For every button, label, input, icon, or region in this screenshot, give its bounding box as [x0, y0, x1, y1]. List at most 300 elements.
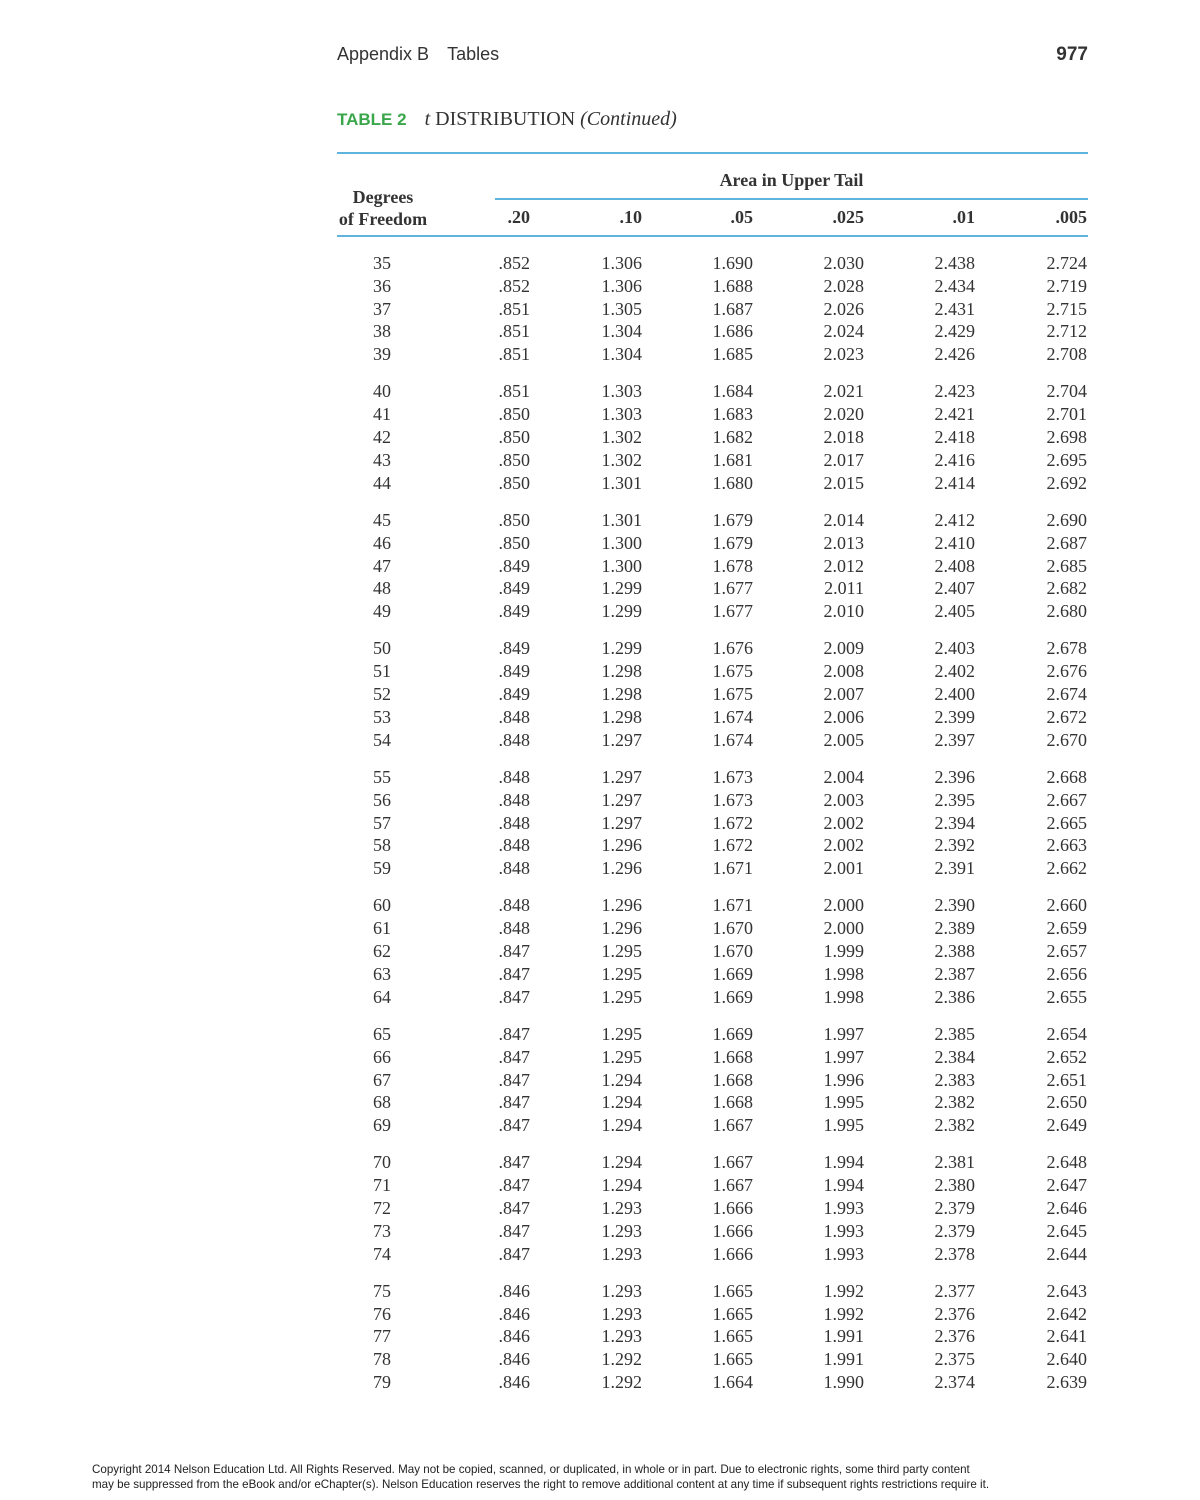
table-row: [0, 532, 1200, 555]
value-cell: 2.408: [934, 555, 975, 576]
value-cell: 2.400: [934, 684, 975, 705]
value-cell: 1.682: [712, 427, 753, 448]
group-header-rule: [495, 198, 1088, 200]
value-cell: .848: [498, 835, 530, 856]
df-cell: 78: [373, 1349, 391, 1370]
value-cell: 2.421: [934, 404, 975, 425]
df-cell: 71: [373, 1175, 391, 1196]
value-cell: 2.648: [1046, 1152, 1087, 1173]
value-cell: 2.015: [823, 472, 864, 493]
value-cell: 2.387: [934, 963, 975, 984]
value-cell: .850: [498, 449, 530, 470]
column-header: .10: [619, 207, 642, 227]
value-cell: 1.996: [823, 1069, 864, 1090]
value-cell: 2.005: [823, 729, 864, 750]
value-cell: 2.657: [1046, 941, 1087, 962]
value-cell: 2.377: [934, 1280, 975, 1301]
value-cell: 2.412: [934, 509, 975, 530]
table-row: [0, 555, 1200, 578]
value-cell: 2.649: [1046, 1115, 1087, 1136]
value-cell: 1.994: [823, 1175, 864, 1196]
table-row: [0, 1280, 1200, 1303]
value-cell: 2.008: [823, 661, 864, 682]
value-cell: 1.297: [601, 812, 642, 833]
value-cell: 1.675: [712, 661, 753, 682]
table-row: [0, 1220, 1200, 1243]
value-cell: 2.385: [934, 1023, 975, 1044]
value-cell: 1.671: [712, 895, 753, 916]
value-cell: 1.294: [601, 1175, 642, 1196]
value-cell: 2.645: [1046, 1220, 1087, 1241]
df-cell: 61: [373, 918, 391, 939]
table-row: [0, 917, 1200, 940]
value-cell: 1.674: [712, 729, 753, 750]
value-cell: 1.294: [601, 1069, 642, 1090]
table-row: [0, 812, 1200, 835]
table-row: [0, 729, 1200, 752]
value-cell: 1.991: [823, 1326, 864, 1347]
table-row: [0, 1371, 1200, 1394]
value-cell: 2.007: [823, 684, 864, 705]
value-cell: 2.002: [823, 835, 864, 856]
value-cell: 2.389: [934, 918, 975, 939]
table-row: [0, 1243, 1200, 1266]
df-cell: 75: [373, 1280, 391, 1301]
value-cell: 1.293: [601, 1243, 642, 1264]
value-cell: 2.028: [823, 275, 864, 296]
value-cell: 1.665: [712, 1280, 753, 1301]
value-cell: 2.379: [934, 1220, 975, 1241]
value-cell: 1.295: [601, 1023, 642, 1044]
value-cell: 2.381: [934, 1152, 975, 1173]
value-cell: 1.686: [712, 321, 753, 342]
value-cell: 2.396: [934, 766, 975, 787]
table-row: [0, 1114, 1200, 1137]
value-cell: .848: [498, 789, 530, 810]
table-row: [0, 766, 1200, 789]
value-cell: 2.026: [823, 298, 864, 319]
value-cell: .851: [498, 321, 530, 342]
header-bottom-rule: [337, 235, 1088, 237]
column-header: .20: [507, 207, 530, 227]
value-cell: 1.297: [601, 789, 642, 810]
value-cell: 2.418: [934, 427, 975, 448]
value-cell: 2.382: [934, 1115, 975, 1136]
value-cell: 2.376: [934, 1326, 975, 1347]
value-cell: 1.303: [601, 404, 642, 425]
value-cell: 2.384: [934, 1046, 975, 1067]
value-cell: .849: [498, 638, 530, 659]
value-cell: 2.399: [934, 706, 975, 727]
value-cell: 1.995: [823, 1092, 864, 1113]
table-row: [0, 683, 1200, 706]
value-cell: .850: [498, 472, 530, 493]
df-cell: 66: [373, 1046, 391, 1067]
row-group: [0, 509, 1200, 623]
df-cell: 77: [373, 1326, 391, 1347]
column-header: .01: [952, 207, 975, 227]
value-cell: .846: [498, 1303, 530, 1324]
value-cell: .848: [498, 858, 530, 879]
df-cell: 73: [373, 1220, 391, 1241]
value-cell: 1.302: [601, 427, 642, 448]
value-cell: 2.692: [1046, 472, 1087, 493]
value-cell: 2.662: [1046, 858, 1087, 879]
value-cell: 2.670: [1046, 729, 1087, 750]
table-row: [0, 1348, 1200, 1371]
value-cell: 2.030: [823, 253, 864, 273]
table-row: [0, 1023, 1200, 1046]
value-cell: 1.297: [601, 729, 642, 750]
table-label: TABLE 2: [337, 110, 407, 129]
value-cell: 1.669: [712, 963, 753, 984]
column-header: .025: [832, 207, 864, 227]
value-cell: 2.009: [823, 638, 864, 659]
value-cell: 1.680: [712, 472, 753, 493]
value-cell: 2.676: [1046, 661, 1087, 682]
value-cell: 2.704: [1046, 381, 1087, 402]
value-cell: 2.378: [934, 1243, 975, 1264]
table-row: [0, 577, 1200, 600]
value-cell: 2.410: [934, 532, 975, 553]
value-cell: 1.293: [601, 1326, 642, 1347]
value-cell: 1.674: [712, 706, 753, 727]
value-cell: 2.010: [823, 601, 864, 622]
df-cell: 46: [373, 532, 391, 553]
value-cell: 1.304: [601, 344, 642, 365]
value-cell: 1.664: [712, 1372, 753, 1393]
table-row: [0, 426, 1200, 449]
value-cell: 2.434: [934, 275, 975, 296]
table-row: [0, 660, 1200, 683]
value-cell: .846: [498, 1372, 530, 1393]
value-cell: 1.298: [601, 661, 642, 682]
df-cell: 41: [373, 404, 391, 425]
value-cell: .847: [498, 963, 530, 984]
row-group: [0, 894, 1200, 1008]
table-row: [0, 1174, 1200, 1197]
value-cell: 1.296: [601, 895, 642, 916]
row-group: [0, 766, 1200, 880]
value-cell: 2.394: [934, 812, 975, 833]
value-cell: .851: [498, 344, 530, 365]
value-cell: 1.295: [601, 963, 642, 984]
value-cell: 1.298: [601, 706, 642, 727]
value-cell: 1.293: [601, 1303, 642, 1324]
value-cell: 1.992: [823, 1280, 864, 1301]
value-cell: 1.681: [712, 449, 753, 470]
copyright-line-2: may be suppressed from the eBook and/or eChapter(s). Nelson Education reserves the right to remove additional content at any time if subsequent rights restrictions require it.: [92, 1478, 990, 1491]
df-cell: 54: [373, 729, 391, 750]
value-cell: 1.299: [601, 638, 642, 659]
value-cell: 2.695: [1046, 449, 1087, 470]
value-cell: 1.667: [712, 1152, 753, 1173]
value-cell: .847: [498, 1243, 530, 1264]
table-row: [0, 252, 1200, 275]
value-cell: 1.992: [823, 1303, 864, 1324]
area-upper-tail-header: Area in Upper Tail: [719, 170, 864, 190]
df-cell: 44: [373, 472, 391, 493]
value-cell: 1.295: [601, 986, 642, 1007]
value-cell: 1.293: [601, 1280, 642, 1301]
value-cell: .847: [498, 1023, 530, 1044]
df-cell: 64: [373, 986, 391, 1007]
table-title-continued: (Continued): [580, 108, 677, 130]
value-cell: .852: [498, 275, 530, 296]
value-cell: 2.640: [1046, 1349, 1087, 1370]
value-cell: 1.666: [712, 1197, 753, 1218]
value-cell: .847: [498, 1115, 530, 1136]
value-cell: 1.679: [712, 532, 753, 553]
df-cell: 58: [373, 835, 391, 856]
value-cell: .848: [498, 729, 530, 750]
value-cell: .849: [498, 601, 530, 622]
df-header-line2: of Freedom: [338, 209, 428, 229]
row-group: [0, 252, 1200, 366]
value-cell: 1.296: [601, 835, 642, 856]
value-cell: .847: [498, 1175, 530, 1196]
value-cell: 2.000: [823, 895, 864, 916]
table-row: [0, 834, 1200, 857]
table-row: [0, 637, 1200, 660]
column-header: .005: [1055, 207, 1087, 227]
value-cell: 2.724: [1046, 253, 1087, 273]
value-cell: 2.407: [934, 578, 975, 599]
value-cell: 2.403: [934, 638, 975, 659]
row-group: [0, 1151, 1200, 1265]
value-cell: 1.298: [601, 684, 642, 705]
running-head-appendix: Appendix B: [337, 44, 430, 64]
value-cell: 2.002: [823, 812, 864, 833]
value-cell: 1.670: [712, 941, 753, 962]
table-row: [0, 706, 1200, 729]
table-row: [0, 509, 1200, 532]
value-cell: 2.668: [1046, 766, 1087, 787]
value-cell: 2.018: [823, 427, 864, 448]
df-cell: 69: [373, 1115, 391, 1136]
value-cell: 1.672: [712, 812, 753, 833]
value-cell: 2.374: [934, 1372, 975, 1393]
value-cell: 1.688: [712, 275, 753, 296]
value-cell: 1.665: [712, 1303, 753, 1324]
value-cell: 2.024: [823, 321, 864, 342]
value-cell: 2.674: [1046, 684, 1087, 705]
table-row: [0, 1325, 1200, 1348]
value-cell: 2.386: [934, 986, 975, 1007]
df-cell: 56: [373, 789, 391, 810]
table-row: [0, 857, 1200, 880]
value-cell: 1.667: [712, 1115, 753, 1136]
value-cell: 1.669: [712, 1023, 753, 1044]
value-cell: 1.669: [712, 986, 753, 1007]
value-cell: 1.690: [712, 253, 753, 273]
df-cell: 49: [373, 601, 391, 622]
value-cell: 2.680: [1046, 601, 1087, 622]
value-cell: 1.299: [601, 578, 642, 599]
value-cell: 2.000: [823, 918, 864, 939]
value-cell: 2.659: [1046, 918, 1087, 939]
value-cell: 2.651: [1046, 1069, 1087, 1090]
value-cell: .851: [498, 298, 530, 319]
value-cell: 2.698: [1046, 427, 1087, 448]
table-row: [0, 1197, 1200, 1220]
value-cell: 2.429: [934, 321, 975, 342]
value-cell: 2.395: [934, 789, 975, 810]
value-cell: 1.301: [601, 509, 642, 530]
value-cell: 1.668: [712, 1069, 753, 1090]
value-cell: 2.014: [823, 509, 864, 530]
value-cell: .850: [498, 427, 530, 448]
value-cell: 2.647: [1046, 1175, 1087, 1196]
value-cell: .848: [498, 706, 530, 727]
running-head: [337, 44, 499, 65]
value-cell: 1.993: [823, 1243, 864, 1264]
value-cell: 2.012: [823, 555, 864, 576]
value-cell: 1.993: [823, 1220, 864, 1241]
value-cell: 2.379: [934, 1197, 975, 1218]
value-cell: 2.682: [1046, 578, 1087, 599]
table-body: [0, 252, 1200, 1408]
value-cell: 2.719: [1046, 275, 1087, 296]
value-cell: .849: [498, 555, 530, 576]
value-cell: 1.297: [601, 766, 642, 787]
value-cell: 2.414: [934, 472, 975, 493]
df-cell: 35: [373, 253, 391, 273]
value-cell: 2.431: [934, 298, 975, 319]
value-cell: 1.305: [601, 298, 642, 319]
value-cell: .846: [498, 1349, 530, 1370]
value-cell: 2.672: [1046, 706, 1087, 727]
degrees-of-freedom-header: [337, 186, 429, 230]
table-row: [0, 1151, 1200, 1174]
df-cell: 57: [373, 812, 391, 833]
value-cell: 1.993: [823, 1197, 864, 1218]
value-cell: 1.998: [823, 963, 864, 984]
value-cell: 2.652: [1046, 1046, 1087, 1067]
df-cell: 48: [373, 578, 391, 599]
value-cell: 2.011: [824, 578, 864, 599]
value-cell: 2.650: [1046, 1092, 1087, 1113]
value-cell: 1.678: [712, 555, 753, 576]
value-cell: 2.023: [823, 344, 864, 365]
value-cell: 1.997: [823, 1023, 864, 1044]
copyright-footer: [92, 1462, 1108, 1492]
value-cell: 1.301: [601, 472, 642, 493]
df-cell: 51: [373, 661, 391, 682]
df-cell: 74: [373, 1243, 391, 1264]
value-cell: 2.438: [934, 253, 975, 273]
value-cell: 1.679: [712, 509, 753, 530]
table-row: [0, 1069, 1200, 1092]
value-cell: 2.392: [934, 835, 975, 856]
value-cell: 1.295: [601, 941, 642, 962]
copyright-line-1: Copyright 2014 Nelson Education Ltd. All Rights Reserved. May not be copied, scanned, or duplicated, in whole or in part. Due to electronic rights, some third party content: [92, 1463, 970, 1476]
value-cell: .847: [498, 941, 530, 962]
table-row: [0, 1046, 1200, 1069]
value-cell: 2.376: [934, 1303, 975, 1324]
value-cell: 2.402: [934, 661, 975, 682]
df-cell: 65: [373, 1023, 391, 1044]
value-cell: 2.397: [934, 729, 975, 750]
value-cell: 1.306: [601, 275, 642, 296]
value-cell: 2.643: [1046, 1280, 1087, 1301]
value-cell: 2.644: [1046, 1243, 1087, 1264]
value-cell: .847: [498, 1220, 530, 1241]
df-cell: 53: [373, 706, 391, 727]
value-cell: 1.300: [601, 555, 642, 576]
value-cell: 1.302: [601, 449, 642, 470]
table-row: [0, 894, 1200, 917]
row-group: [0, 1280, 1200, 1394]
value-cell: 1.667: [712, 1175, 753, 1196]
value-cell: 1.672: [712, 835, 753, 856]
table-row: [0, 789, 1200, 812]
value-cell: 1.684: [712, 381, 753, 402]
value-cell: 1.677: [712, 601, 753, 622]
value-cell: 1.292: [601, 1372, 642, 1393]
table-row: [0, 963, 1200, 986]
value-cell: 1.299: [601, 601, 642, 622]
df-cell: 67: [373, 1069, 391, 1090]
value-cell: 2.021: [823, 381, 864, 402]
df-cell: 37: [373, 298, 391, 319]
df-cell: 55: [373, 766, 391, 787]
df-cell: 40: [373, 381, 391, 402]
value-cell: 1.296: [601, 858, 642, 879]
value-cell: 2.678: [1046, 638, 1087, 659]
value-cell: .851: [498, 381, 530, 402]
value-cell: 1.668: [712, 1092, 753, 1113]
df-cell: 43: [373, 449, 391, 470]
table-row: [0, 320, 1200, 343]
value-cell: 2.641: [1046, 1326, 1087, 1347]
table-row: [0, 986, 1200, 1009]
value-cell: 2.642: [1046, 1303, 1087, 1324]
value-cell: 1.676: [712, 638, 753, 659]
value-cell: 2.390: [934, 895, 975, 916]
df-cell: 60: [373, 895, 391, 916]
value-cell: 2.708: [1046, 344, 1087, 365]
value-cell: 1.294: [601, 1115, 642, 1136]
value-cell: 1.304: [601, 321, 642, 342]
row-group: [0, 637, 1200, 751]
value-cell: 1.675: [712, 684, 753, 705]
page-number: 977: [1056, 44, 1088, 65]
value-cell: 1.665: [712, 1349, 753, 1370]
value-cell: .850: [498, 509, 530, 530]
value-cell: 1.294: [601, 1152, 642, 1173]
value-cell: .847: [498, 1092, 530, 1113]
value-cell: 2.656: [1046, 963, 1087, 984]
row-group: [0, 380, 1200, 494]
table-row: [0, 1091, 1200, 1114]
value-cell: 2.685: [1046, 555, 1087, 576]
value-cell: .849: [498, 661, 530, 682]
value-cell: 1.997: [823, 1046, 864, 1067]
df-cell: 59: [373, 858, 391, 879]
value-cell: 2.646: [1046, 1197, 1087, 1218]
value-cell: 1.670: [712, 918, 753, 939]
table-row: [0, 472, 1200, 495]
df-cell: 62: [373, 941, 391, 962]
value-cell: .849: [498, 684, 530, 705]
value-cell: 2.001: [823, 858, 864, 879]
df-cell: 79: [373, 1372, 391, 1393]
table-top-rule: [337, 152, 1088, 154]
value-cell: 2.654: [1046, 1023, 1087, 1044]
row-group: [0, 1023, 1200, 1137]
value-cell: .846: [498, 1280, 530, 1301]
